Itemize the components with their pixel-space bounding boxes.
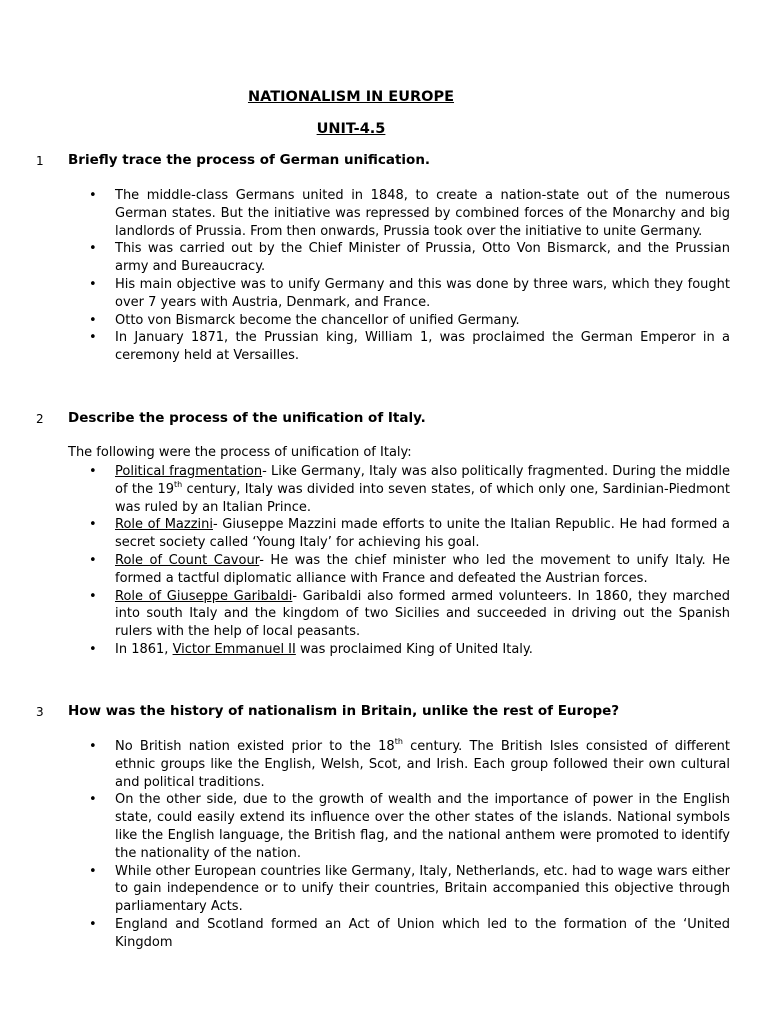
list-item — [0, 791, 730, 862]
list-item — [0, 641, 730, 659]
q2-bullet-list — [0, 463, 768, 659]
list-item-text: In January 1871, the Prussian king, William 1, was proclaimed the German Emperor in a ceremony held at Versailles. — [115, 330, 730, 364]
list-item-text: - Giuseppe Mazzini made efforts to unite the Italian Republic. He had formed a secret society called ‘Young Italy’ for achieving his goal. — [115, 517, 730, 551]
list-item-text: On the other side, due to the growth of wealth and the importance of power in the English state, could easily extend its influence over the other states of the islands. National symbols like the English language, the British flag, and the national anthem were promoted to identify the nationality of the nation. — [115, 792, 730, 861]
item-lead-term: Political fragmentation — [115, 464, 263, 479]
bullet-icon: • — [89, 552, 97, 568]
list-item-text: His main objective was to unify Germany and this was done by three wars, which they fought over 7 years with Austria, Denmark, and France. — [115, 276, 730, 310]
item-lead-term: Role of Mazzini — [115, 517, 213, 533]
q3-bullet-list — [0, 738, 768, 952]
list-item — [0, 916, 730, 952]
bullet-icon: • — [89, 588, 97, 604]
list-item-text: England and Scotland formed an Act of Union which led to the formation of the ‘United Kingdom — [115, 916, 730, 950]
list-item-text: In 1861, — [115, 641, 173, 657]
list-item — [0, 552, 730, 588]
list-item-text: - He was the chief minister who led the movement to unify Italy. He formed a tactful diplomatic alliance with France and defeated the Austrian forces. — [115, 552, 730, 586]
bullet-icon: • — [89, 863, 97, 879]
question-1: Briefly trace the process of German unification. — [68, 152, 431, 168]
item-lead-term: Victor Emmanuel II — [172, 641, 296, 657]
q1-bullet-list — [0, 187, 768, 365]
question-number-3: 3 — [36, 705, 44, 719]
bullet-icon: • — [89, 312, 97, 328]
bullet-icon: • — [89, 792, 97, 808]
list-item-text: Otto von Bismarck become the chancellor of unified Germany. — [115, 312, 520, 328]
list-item — [0, 588, 730, 641]
list-item — [0, 463, 730, 516]
list-item-text: century. The British Isles consisted of different ethnic groups like the English, Welsh, Scot, and Irish. Each group followed their own cultural and political traditions. — [115, 739, 730, 790]
list-item-text: century, Italy was divided into seven states, of which only one, Sardinian-Piedmont was ruled by an Italian Prince. — [115, 481, 730, 515]
list-item-text: While other European countries like Germany, Italy, Netherlands, etc. had to wage wars either to gain independence or to unify their countries, Britain accompanied this objective through parliamentary Acts. — [115, 863, 730, 915]
bullet-icon: • — [89, 641, 97, 657]
item-lead-term: Role of Giuseppe Garibaldi — [115, 588, 293, 604]
question-number-2: 2 — [36, 412, 44, 426]
list-item — [0, 329, 730, 365]
superscript: th — [174, 479, 183, 489]
list-item-text: - Like Germany, Italy was also politically fragmented. During the middle of the 19 — [115, 464, 730, 497]
list-item — [0, 240, 730, 276]
bullet-icon: • — [89, 464, 97, 479]
bullet-icon: • — [89, 241, 97, 257]
document-title: NATIONALISM IN EUROPE — [247, 89, 455, 105]
bullet-icon: • — [89, 517, 97, 533]
list-item-text: was proclaimed King of United Italy. — [295, 641, 533, 657]
list-item — [0, 187, 730, 240]
list-item-text: The middle-class Germans united in 1848, to create a nation-state out of the numerous German states. But the initiative was repressed by combined forces of the Monarchy and big landlords of Prussia. From then onwards, Prussia took over the initiative to unite Germany. — [115, 188, 730, 239]
list-item-text: This was carried out by the Chief Minister of Prussia, Otto Von Bismarck, and the Prussian army and Bureaucracy. — [115, 241, 730, 275]
question-3: How was the history of nationalism in Britain, unlike the rest of Europe? — [68, 703, 620, 719]
bullet-icon: • — [89, 739, 97, 754]
list-item — [0, 738, 730, 791]
bullet-icon: • — [89, 188, 97, 203]
superscript: th — [394, 737, 403, 746]
bullet-icon: • — [89, 276, 97, 292]
bullet-icon: • — [89, 916, 97, 932]
list-item — [0, 863, 730, 916]
question-2: Describe the process of the unification of Italy. — [68, 410, 426, 426]
list-item — [0, 516, 730, 552]
question-number-1: 1 — [36, 154, 44, 168]
list-item-text: No British nation existed prior to the 18 — [115, 739, 395, 754]
list-item — [0, 276, 730, 312]
list-item-text: - Garibaldi also formed armed volunteers. In 1860, they marched into south Italy and the kingdom of two Sicilies and succeeded in driving out the Spanish rulers with the help of local peasants. — [115, 588, 730, 640]
unit-heading: UNIT-4.5 — [316, 121, 386, 137]
list-item — [0, 312, 730, 330]
bullet-icon: • — [89, 330, 97, 346]
q2-intro: The following were the process of unification of Italy: — [68, 445, 412, 460]
item-lead-term: Role of Count Cavour — [115, 552, 260, 568]
